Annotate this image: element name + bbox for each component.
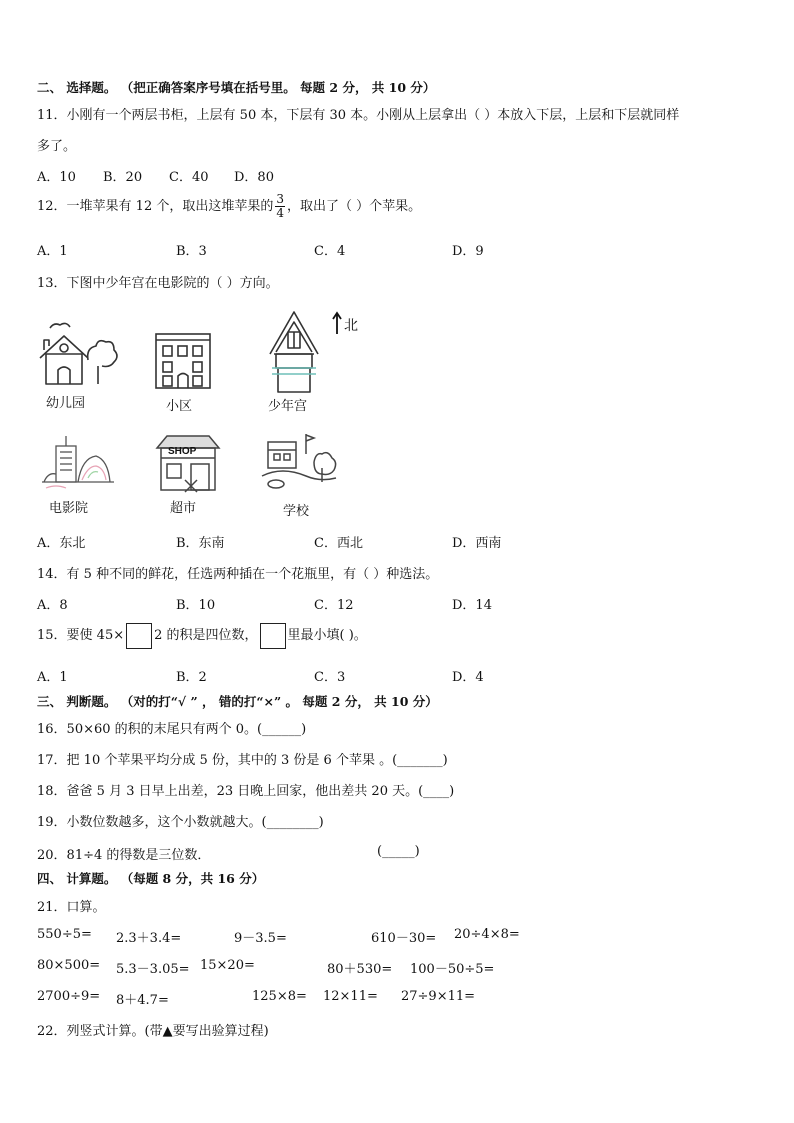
fraction-numerator: 3 (276, 192, 284, 206)
question-13-option-c: C．西北 (314, 536, 363, 551)
fraction-denominator: 4 (276, 206, 284, 220)
question-11-option-a: A．10 (37, 170, 76, 185)
question-15-part3: 里最小填( )。 (287, 628, 367, 643)
question-14-option-a: A．8 (37, 598, 68, 613)
question-20: 20．81÷4 的得数是三位数． (37, 848, 211, 863)
shop-sign: SHOP (168, 446, 197, 457)
question-11-line2: 多了。 (37, 139, 77, 154)
question-14-option-d: D．14 (452, 598, 492, 613)
calc-item: 100－50÷5= (410, 962, 495, 977)
youth-palace-tower-icon (266, 308, 322, 394)
calc-item: 8＋4.7= (116, 993, 169, 1008)
question-12-pre: 12．一堆苹果有 12 个，取出这堆苹果的 (37, 199, 274, 214)
question-12 (37, 193, 421, 220)
calc-item: 12×11= (323, 989, 378, 1004)
question-18: 18．爸爸 5 月 3 日早上出差，23 日晚上回家，他出差共 20 天。(____) (37, 784, 455, 799)
answer-box[interactable] (126, 623, 152, 649)
fraction (275, 193, 285, 220)
question-11-option-c: C．40 (169, 170, 209, 185)
place-label-kindergarten: 幼儿园 (46, 396, 86, 411)
question-12-post: ，取出了（ ）个苹果。 (287, 199, 422, 214)
question-16: 16．50×60 的积的末尾只有两个 0。(______) (37, 722, 307, 737)
question-21-title: 21．口算。 (37, 900, 106, 915)
question-15-option-c: C．3 (314, 670, 346, 685)
calc-item: 27÷9×11= (401, 989, 476, 1004)
school-building-icon (260, 432, 340, 494)
question-12-option-c: C．4 (314, 244, 346, 259)
question-15-option-d: D．4 (452, 670, 484, 685)
cinema-building-icon (42, 432, 114, 492)
question-13-option-b: B．东南 (176, 536, 225, 551)
calc-item: 80×500= (37, 958, 101, 973)
place-label-residential: 小区 (166, 399, 193, 414)
supermarket-shop-icon (155, 434, 221, 494)
section-3-title: 三、 判断题。 （对的打“√ ” ， 错的打“×” 。 每题 2 分， 共 10 分） (37, 694, 438, 709)
question-13-option-a: A．东北 (37, 536, 86, 551)
question-15-part2: 2 的积是四位数， (154, 628, 258, 643)
calc-item: 2700÷9= (37, 989, 101, 1004)
question-20-blank: (_____) (377, 844, 420, 859)
question-11-option-d: D．80 (234, 170, 274, 185)
question-17: 17．把 10 个苹果平均分成 5 份，其中的 3 份是 6 个苹果 。(_______) (37, 753, 448, 768)
question-11-option-b: B．20 (103, 170, 143, 185)
question-15-option-b: B．2 (176, 670, 207, 685)
question-14-option-b: B．10 (176, 598, 216, 613)
north-arrow-icon (331, 311, 343, 335)
question-12-option-d: D．9 (452, 244, 484, 259)
kindergarten-house-icon (36, 320, 120, 388)
place-label-supermarket: 超市 (170, 501, 197, 516)
place-label-school: 学校 (283, 504, 310, 519)
section-4-title: 四、 计算题。 （每题 8 分，共 16 分） (37, 871, 265, 886)
north-label: 北 (344, 318, 358, 334)
place-label-youth-palace: 少年宫 (268, 399, 308, 414)
section-2-title: 二、 选择题。 （把正确答案序号填在括号里。 每题 2 分， 共 10 分） (37, 80, 436, 95)
question-11-line1: 11．小刚有一个两层书柜，上层有 50 本，下层有 30 本。小刚从上层拿出（ ）本放入下层，上层和下层就同样 (37, 108, 680, 123)
question-22-title: 22．列竖式计算。(带▲要写出验算过程) (37, 1024, 269, 1039)
question-19: 19．小数位数越多，这个小数就越大。(________) (37, 815, 324, 830)
calc-item: 550÷5= (37, 927, 92, 942)
question-12-option-b: B．3 (176, 244, 207, 259)
question-15 (37, 621, 367, 651)
question-15-part1: 15．要使 45× (37, 628, 125, 643)
calc-item: 15×20= (200, 958, 255, 973)
calc-item: 20÷4×8= (454, 927, 520, 942)
answer-box[interactable] (260, 623, 286, 649)
calc-item: 80＋530= (327, 962, 393, 977)
question-13-option-d: D．西南 (452, 536, 502, 551)
place-label-cinema: 电影院 (49, 501, 89, 516)
calc-item: 125×8= (252, 989, 307, 1004)
residential-building-icon (153, 330, 213, 390)
question-14: 14．有 5 种不同的鲜花，任选两种插在一个花瓶里，有（ ）种选法。 (37, 567, 439, 582)
question-14-option-c: C．12 (314, 598, 354, 613)
question-15-option-a: A．1 (37, 670, 68, 685)
question-12-option-a: A．1 (37, 244, 68, 259)
calc-item: 5.3－3.05= (116, 962, 190, 977)
calc-item: 2.3＋3.4= (116, 931, 182, 946)
calc-item: 9－3.5= (234, 931, 287, 946)
calc-item: 610－30= (371, 931, 437, 946)
question-13: 13．下图中少年宫在电影院的（ ）方向。 (37, 276, 279, 291)
